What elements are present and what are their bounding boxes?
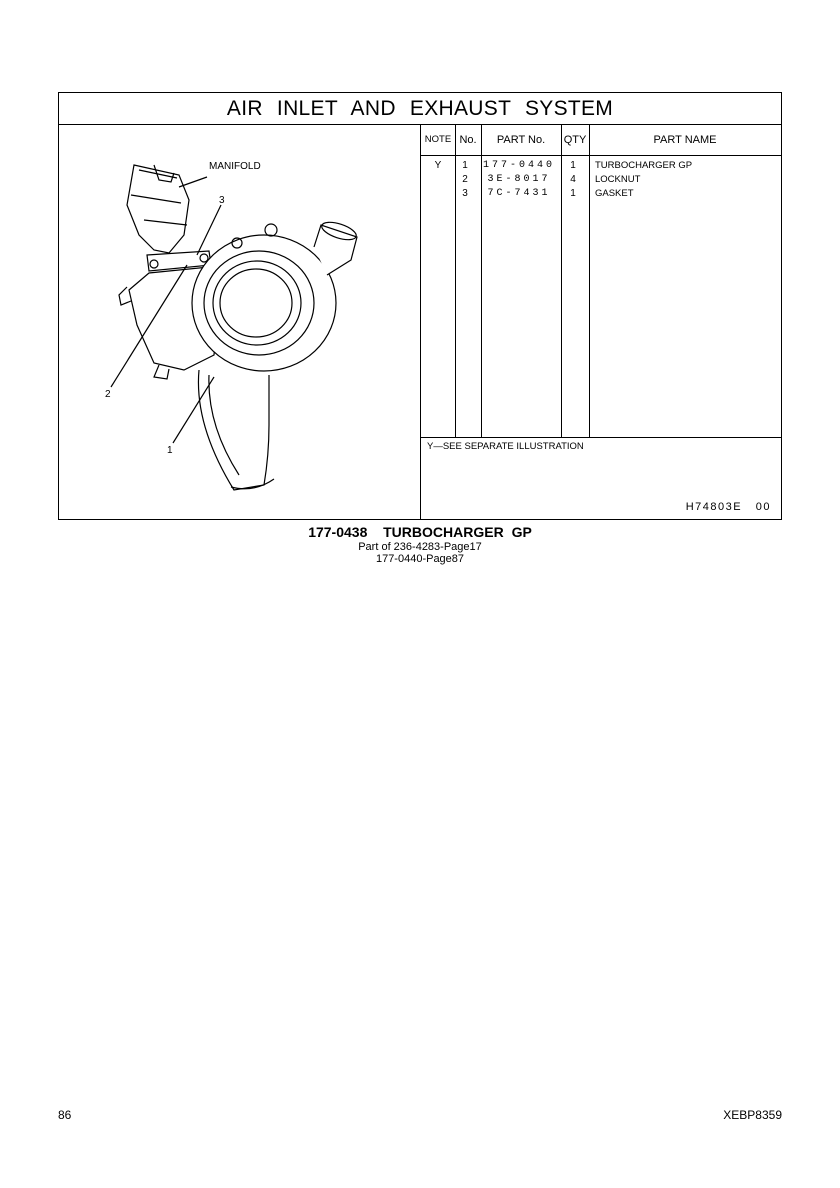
table-row xyxy=(421,173,781,187)
callout-2: 2 xyxy=(105,389,111,400)
page-title: AIR INLET AND EXHAUST SYSTEM xyxy=(59,93,781,125)
row-part-no: 177-0440 xyxy=(482,160,555,171)
row-qty: 1 xyxy=(570,160,576,171)
page-number: 86 xyxy=(58,1108,72,1122)
table-footnote: Y—SEE SEPARATE ILLUSTRATION xyxy=(427,441,584,452)
row-part-no: 7C-7431 xyxy=(487,188,551,199)
header-no: No. xyxy=(459,134,477,146)
row-no: 1 xyxy=(462,160,468,171)
row-part-no: 3E-8017 xyxy=(487,174,551,185)
table-row xyxy=(421,159,781,173)
row-part-name: GASKET xyxy=(595,188,634,199)
illustration-panel xyxy=(59,125,421,519)
row-part-name: TURBOCHARGER GP xyxy=(595,160,693,171)
row-note: Y xyxy=(434,160,442,171)
caption-line-2: 177-0440-Page87 xyxy=(375,553,465,565)
row-qty: 1 xyxy=(570,188,576,199)
row-no: 3 xyxy=(462,188,468,199)
callout-manifold: MANIFOLD xyxy=(209,161,261,172)
header-note: NOTE xyxy=(424,134,452,145)
row-no: 2 xyxy=(462,174,468,185)
illustration-number: H74803E 00 xyxy=(685,501,771,513)
turbocharger-illustration xyxy=(59,125,419,519)
parts-table xyxy=(421,125,781,519)
row-part-name: LOCKNUT xyxy=(595,174,641,185)
header-qty: QTY xyxy=(563,134,587,146)
header-part-no: PART No. xyxy=(496,134,546,146)
document-number: XEBP8359 xyxy=(723,1108,782,1122)
caption-line-1: Part of 236-4283-Page17 xyxy=(358,541,482,553)
caption-title: 177-0438 TURBOCHARGER GP xyxy=(308,524,532,540)
row-qty: 4 xyxy=(570,174,576,185)
callout-3: 3 xyxy=(219,195,225,206)
callout-1: 1 xyxy=(167,445,173,456)
table-row xyxy=(421,187,781,201)
parts-frame xyxy=(58,92,782,520)
header-part-name: PART NAME xyxy=(653,134,717,146)
